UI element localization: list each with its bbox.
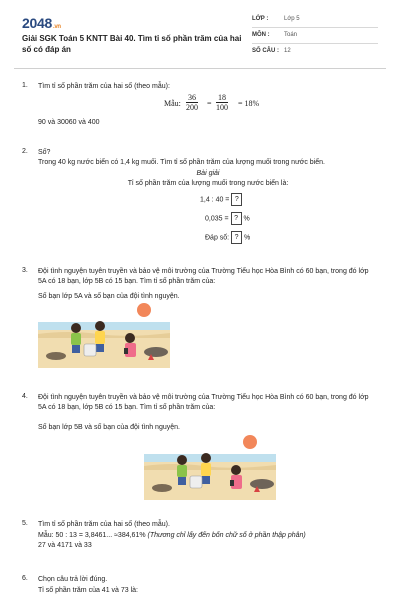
fraction-1 bbox=[186, 93, 198, 112]
question-text: Chọn câu trả lời đúng. bbox=[38, 576, 108, 583]
meta-divider bbox=[252, 27, 378, 28]
meta-value: Toán bbox=[284, 32, 298, 38]
site-logo[interactable] bbox=[22, 15, 61, 31]
question-1 bbox=[22, 82, 382, 132]
question-text: Đội tình nguyện tuyên truyền và bảo vệ môi trường của Trường Tiểu học Hòa Bình có 60 bạn, trong đó lớp 5A có 18 bạn, lớp 5B có 15 bạn. Tìm tỉ số phần trăm của: bbox=[38, 394, 369, 411]
question-text: Tìm tỉ số phần trăm của hai số (theo mẫu). bbox=[38, 521, 170, 528]
question-number: 4. bbox=[22, 393, 28, 400]
percent-sign: % bbox=[243, 215, 250, 223]
question-number: 6. bbox=[22, 575, 28, 582]
logo-suffix: .vn bbox=[52, 24, 61, 30]
meta-key: SỐ CÂU : bbox=[252, 48, 279, 54]
example-note: (Thương chỉ lấy đến bốn chữ số ở phần thập phân) bbox=[147, 532, 306, 539]
meta-divider bbox=[252, 43, 378, 44]
question-sub: Tỉ số phần trăm của 41 và 73 là: bbox=[38, 587, 138, 594]
question-number: 2. bbox=[22, 148, 28, 155]
question-number: 3. bbox=[22, 267, 28, 274]
calc-left: 0,035 = bbox=[205, 215, 229, 223]
logo-text: 2048 bbox=[22, 15, 52, 31]
calc-row-2 bbox=[205, 212, 250, 225]
volunteers-beach-illustration bbox=[144, 432, 276, 500]
fraction-numerator: 36 bbox=[188, 93, 196, 102]
question-text: Số? bbox=[38, 149, 51, 156]
example-formula bbox=[164, 93, 304, 115]
equals-sign: = bbox=[207, 99, 212, 108]
meta-value: Lớp 5 bbox=[284, 16, 300, 22]
answer-label: Đáp số: bbox=[205, 234, 230, 242]
meta-key: LỚP : bbox=[252, 16, 269, 22]
solution-title: Bài giải bbox=[196, 170, 220, 177]
page-header bbox=[0, 0, 400, 66]
question-sub: Số bạn lớp 5A và số bạn của đội tình nguyện. bbox=[38, 293, 180, 300]
question-2 bbox=[22, 148, 382, 248]
header-divider bbox=[14, 68, 386, 69]
solution-line: Tỉ số phần trăm của lượng muối trong nước biển là: bbox=[127, 180, 289, 187]
question-data: 90 và 30060 và 400 bbox=[38, 119, 100, 126]
calc-left: 1,4 : 40 = bbox=[200, 196, 230, 204]
meta-value: 12 bbox=[284, 48, 291, 54]
answer-box[interactable]: ? bbox=[231, 212, 242, 225]
example-line bbox=[38, 531, 378, 541]
meta-key: MÔN : bbox=[252, 32, 270, 38]
fraction-denominator: 100 bbox=[216, 103, 228, 112]
question-number: 1. bbox=[22, 82, 28, 89]
example-result: = 18% bbox=[238, 99, 260, 108]
example-calc: Mẫu: 50 : 13 = 3,8461... ≈384,61% bbox=[38, 532, 146, 539]
meta-grade bbox=[252, 14, 378, 28]
meta-count bbox=[252, 46, 378, 60]
answer-box[interactable]: ? bbox=[231, 193, 242, 206]
fraction-2 bbox=[216, 93, 228, 112]
answer-row bbox=[205, 231, 250, 244]
problem-text: Trong 40 kg nước biển có 1,4 kg muối. Tìm tỉ số phần trăm của lượng muối trong nước biển. bbox=[38, 159, 325, 166]
question-data: 27 và 4171 và 33 bbox=[38, 542, 92, 549]
question-text: Đội tình nguyện tuyên truyền và bảo vệ môi trường của Trường Tiểu học Hòa Bình có 60 bạn, trong đó lớp 5A có 18 bạn, lớp 5B có 15 bạn. Tìm tỉ số phần trăm của: bbox=[38, 268, 369, 285]
calc-row-1 bbox=[200, 193, 242, 206]
percent-sign: % bbox=[244, 234, 251, 242]
question-sub: Số bạn lớp 5B và số bạn của đội tình nguyện. bbox=[38, 424, 180, 431]
fraction-denominator: 200 bbox=[186, 103, 198, 112]
page-title: Giải SGK Toán 5 KNTT Bài 40. Tìm tỉ số phần trăm của hai số có đáp án bbox=[22, 34, 242, 54]
answer-box[interactable]: ? bbox=[231, 231, 242, 244]
meta-subject bbox=[252, 30, 378, 44]
question-6 bbox=[22, 575, 382, 599]
volunteers-beach-illustration bbox=[38, 300, 170, 368]
question-text: Tìm tỉ số phần trăm của hai số (theo mẫu): bbox=[38, 83, 170, 90]
question-5 bbox=[22, 520, 382, 560]
question-number: 5. bbox=[22, 520, 28, 527]
fraction-numerator: 18 bbox=[218, 93, 226, 102]
example-label: Mẫu: bbox=[164, 99, 181, 108]
